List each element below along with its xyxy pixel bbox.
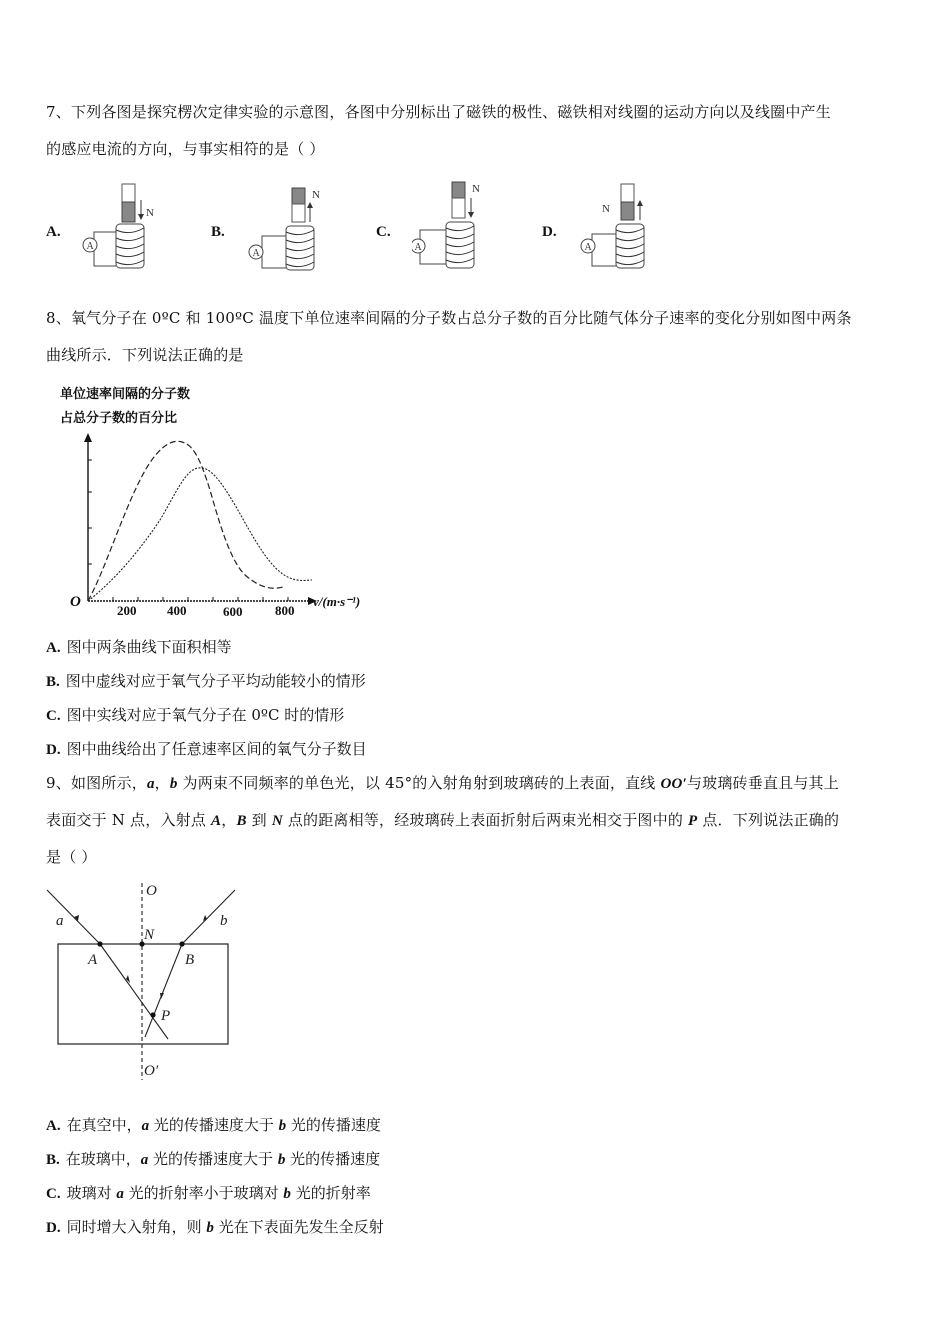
svg-text:A: A	[584, 242, 592, 253]
q7-stem-line1: 7、下列各图是探究楞次定律实验的示意图，各图中分别标出了磁铁的极性、磁铁相对线圈的运动方向以及线圈中产生	[46, 103, 831, 121]
origin-label: O	[70, 594, 81, 610]
q7-figure-b-label: B.	[211, 224, 225, 240]
svg-text:600: 600	[223, 604, 243, 619]
q7-figure-a-coil-diagram	[80, 180, 170, 270]
q7-figure-c-label: C.	[376, 224, 391, 240]
svg-text:A: A	[88, 952, 98, 968]
ray-a-refracted	[100, 944, 171, 1039]
y-axis-arrow-icon	[84, 433, 92, 442]
svg-text:N: N	[146, 207, 154, 219]
q8-stem-line1: 8、氧气分子在 0ºC 和 100ºC 温度下单位速率间隔的分子数占总分子数的百分比随气体分子速率的变化分别如图中两条	[46, 309, 852, 327]
q8-option-d[interactable]: D. 图中曲线给出了任意速率区间的氧气分子数目	[46, 740, 367, 758]
svg-text:O′: O′	[144, 1063, 159, 1079]
svg-text:B: B	[185, 952, 195, 968]
q7-stem-line2: 的感应电流的方向，与事实相符的是（ ）	[46, 140, 325, 158]
svg-text:N: N	[602, 203, 610, 215]
q9-option-a[interactable]: A. 在真空中，a 光的传播速度大于 b 光的传播速度	[46, 1116, 381, 1134]
q9-stem-line3: 是（ ）	[46, 848, 97, 866]
q7-figure-a-label: A.	[46, 224, 61, 240]
svg-text:a: a	[56, 913, 64, 929]
svg-text:N: N	[144, 927, 155, 943]
q7-figure-c-coil-diagram	[412, 178, 502, 270]
svg-text:200: 200	[117, 603, 137, 618]
svg-text:P: P	[161, 1008, 171, 1024]
q8-option-c[interactable]: C. 图中实线对应于氧气分子在 0ºC 时的情形	[46, 706, 345, 724]
q9-option-b[interactable]: B. 在玻璃中，a 光的传播速度大于 b 光的传播速度	[46, 1150, 381, 1168]
glass-brick-refraction-diagram	[40, 875, 250, 1085]
q9-option-c[interactable]: C. 玻璃对 a 光的折射率小于玻璃对 b 光的折射率	[46, 1184, 371, 1202]
dotted-curve-100c	[88, 468, 312, 601]
dashed-curve-0c	[88, 441, 283, 601]
q8-option-b[interactable]: B. 图中虚线对应于氧气分子平均动能较小的情形	[46, 672, 366, 690]
q7-figure-b-coil-diagram	[246, 182, 336, 272]
glass-brick	[58, 944, 228, 1044]
svg-text:N: N	[312, 189, 320, 201]
q8-option-a[interactable]: A. 图中两条曲线下面积相等	[46, 638, 232, 656]
chart-ylabel-line2: 占总分子数的百分比	[60, 411, 178, 426]
svg-text:N: N	[472, 183, 480, 195]
q8-stem-line2: 曲线所示．下列说法正确的是	[46, 346, 244, 364]
svg-text:A: A	[252, 248, 260, 259]
svg-text:800: 800	[275, 603, 295, 618]
q7-figure-d-label: D.	[542, 224, 557, 240]
ray-a-incident	[47, 890, 100, 944]
x-axis-label: v/(m·s⁻¹)	[313, 594, 361, 609]
q9-stem-line1: 9、如图所示，a，b 为两束不同频率的单色光，以 45°的入射角射到玻璃砖的上表面，直线 OO′与玻璃砖垂直且与其上	[46, 774, 839, 792]
q7-figure-d-coil-diagram	[578, 180, 668, 270]
speed-distribution-chart	[60, 430, 380, 620]
svg-text:O: O	[146, 883, 157, 899]
svg-text:A: A	[86, 241, 94, 252]
q9-option-d[interactable]: D. 同时增大入射角，则 b 光在下表面先发生全反射	[46, 1218, 384, 1236]
chart-ylabel-line1: 单位速率间隔的分子数	[60, 387, 191, 402]
q9-stem-line2: 表面交于 N 点，入射点 A，B 到 N 点的距离相等，经玻璃砖上表面折射后两束光相交于图中的 P 点．下列说法正确的	[46, 811, 840, 829]
svg-text:A: A	[414, 242, 422, 253]
svg-text:400: 400	[167, 603, 187, 618]
svg-text:b: b	[220, 913, 228, 929]
